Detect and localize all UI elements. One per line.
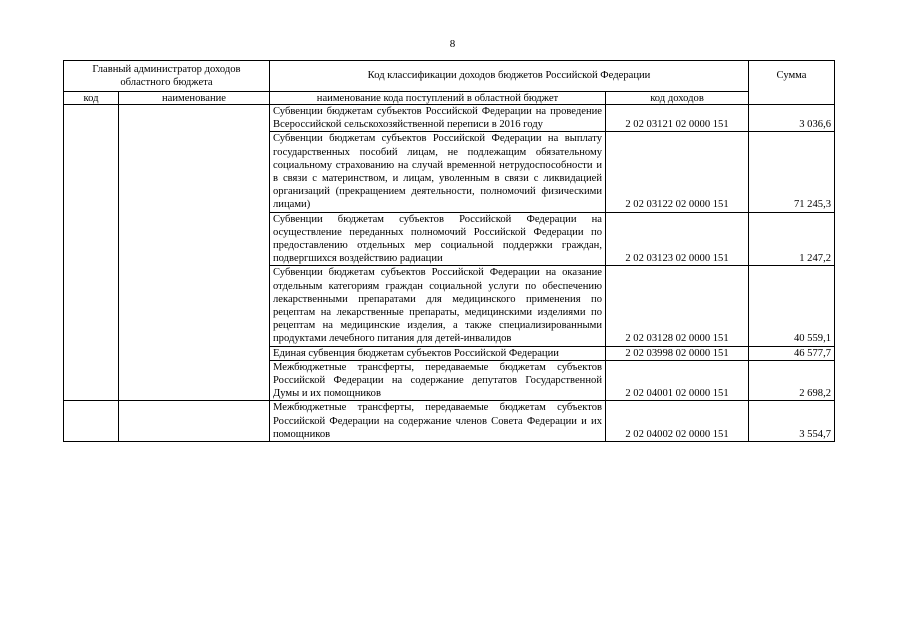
amount: 3 036,6 [749,105,835,132]
header-sum: Сумма [749,61,835,105]
receipt-name: Межбюджетные трансферты, передаваемые бюджетам субъектов Российской Федерации на содержание членов Совета Федерации и их помощников [270,401,606,442]
amount: 46 577,7 [749,346,835,360]
admin-code-cell [64,105,119,401]
amount: 3 554,7 [749,401,835,442]
header-code: код [64,92,119,105]
header-income-code: код доходов [606,92,749,105]
receipt-name: Межбюджетные трансферты, передаваемые бюджетам субъектов Российской Федерации на содержание депутатов Государственной Думы и их помощников [270,360,606,401]
income-code: 2 02 03123 02 0000 151 [606,212,749,266]
table-row [64,401,835,442]
income-code: 2 02 03122 02 0000 151 [606,132,749,212]
admin-name-cell [119,401,270,442]
amount: 1 247,2 [749,212,835,266]
receipt-name: Субвенции бюджетам субъектов Российской Федерации на осуществление переданных полномочий Российской Федерации по предоставлению отдельных мер социальной поддержки граждан, подвергшихся воздействию радиации [270,212,606,266]
amount: 2 698,2 [749,360,835,401]
receipt-name: Субвенции бюджетам субъектов Российской Федерации на проведение Всероссийской сельскохозяйственной переписи в 2016 году [270,105,606,132]
receipt-name: Субвенции бюджетам субъектов Российской Федерации на выплату государственных пособий лицам, не подлежащим обязательному социальному страхованию на случай временной нетрудоспособности и в связи с материнством, и лицам, уволенным в связи с ликвидацией организаций (прекращением деятельности, полномочий физическими лицами) [270,132,606,212]
income-code: 2 02 03121 02 0000 151 [606,105,749,132]
amount: 40 559,1 [749,266,835,346]
admin-code-cell [64,401,119,442]
header-classification: Код классификации доходов бюджетов Российской Федерации [270,61,749,92]
header-name: наименование [119,92,270,105]
income-code: 2 02 03998 02 0000 151 [606,346,749,360]
table-row [64,105,835,132]
header-receipt-name: наименование кода поступлений в областной бюджет [270,92,606,105]
amount: 71 245,3 [749,132,835,212]
revenue-table [63,60,835,442]
receipt-name: Субвенции бюджетам субъектов Российской Федерации на оказание отдельным категориям граждан социальной услуги по обеспечению лекарственными препаратами для медицинского применения по рецептам на лекарственные препараты, медицинскими изделиями по рецептам на медицинские изделия, а также специализированными продуктами лечебного питания для детей-инвалидов [270,266,606,346]
header-admin-group: Главный администратор доходов областного бюджета [64,61,270,92]
admin-name-cell [119,105,270,401]
receipt-name: Единая субвенция бюджетам субъектов Российской Федерации [270,346,606,360]
income-code: 2 02 04001 02 0000 151 [606,360,749,401]
income-code: 2 02 03128 02 0000 151 [606,266,749,346]
page-number: 8 [449,38,456,50]
income-code: 2 02 04002 02 0000 151 [606,401,749,442]
